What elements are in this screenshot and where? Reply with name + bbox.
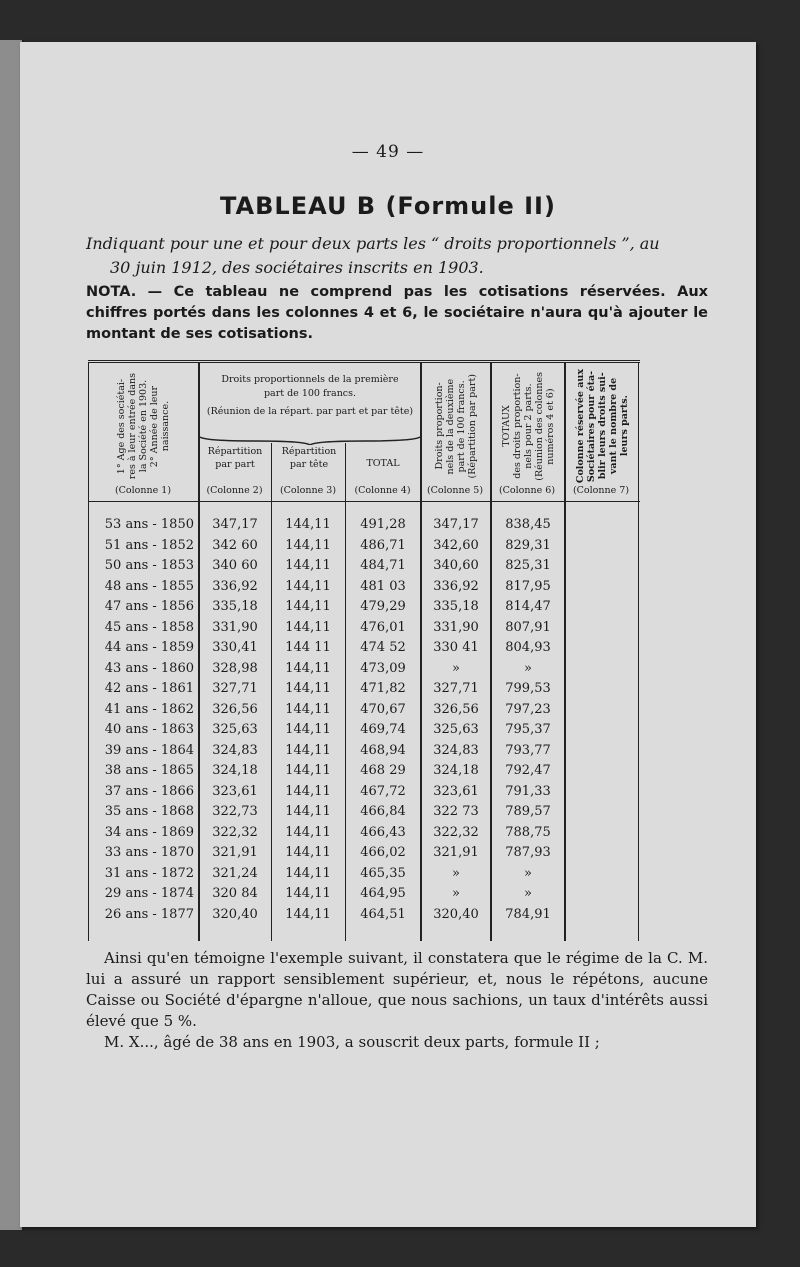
table-cell: 817,95: [505, 578, 551, 594]
page-number: — 49 —: [351, 142, 425, 162]
table-cell: 330 41: [433, 640, 479, 655]
col2-header: Répartition par part: [207, 446, 263, 470]
document-page: [20, 42, 756, 1227]
table-cell: 331,90: [212, 619, 258, 635]
table-cell: 476,01: [360, 619, 406, 635]
table-cell: 466,84: [360, 804, 406, 819]
table-cell: 35 ans - 1868: [104, 804, 194, 819]
table-cell: 825,31: [505, 558, 551, 573]
table-cell: 474 52: [360, 640, 406, 655]
table-cell: 336,92: [433, 578, 479, 594]
table-cell: 791,33: [505, 783, 551, 799]
table-cell: 331,90: [433, 619, 479, 635]
table-cell: 342 60: [212, 537, 258, 553]
table-row: [88, 782, 640, 803]
table-cell: 144,11: [285, 742, 331, 758]
col3-header: Répartition par tête: [281, 446, 337, 470]
col1-header: 1° Age des sociétai- res à leur entrée dans la Société en 1903. 2° Année de leur naissance.: [115, 372, 171, 480]
table-cell: 464,51: [360, 906, 406, 922]
col7-header-wrap: [566, 367, 638, 485]
table-cell: 829,31: [505, 537, 551, 553]
col-number: (Colonne 1): [114, 485, 172, 496]
table-cell: 144,11: [285, 824, 331, 840]
table-cell: 144,11: [285, 558, 331, 573]
col5-header-wrap: [422, 367, 490, 485]
table-row: [88, 700, 640, 721]
table-row: [88, 659, 640, 680]
paragraph: M. X..., âgé de 38 ans en 1903, a souscrit deux parts, formule II ;: [104, 1033, 600, 1051]
table-cell: »: [524, 865, 532, 881]
table-cell: 335,18: [433, 599, 479, 614]
table-row: [88, 761, 640, 782]
data-table: [88, 360, 640, 941]
header-rule: [88, 501, 640, 502]
table-cell: 466,02: [360, 845, 406, 860]
table-cell: 795,37: [505, 722, 551, 737]
col-number: (Colonne 4): [354, 485, 411, 496]
table-row: [88, 597, 640, 618]
table-cell: 336,92: [212, 578, 258, 594]
table-row: [88, 884, 640, 905]
table-row: [88, 638, 640, 659]
table-row: [88, 536, 640, 557]
table-cell: 470,67: [360, 701, 406, 717]
table-cell: 807,91: [505, 619, 551, 635]
table-cell: 38 ans - 1865: [104, 763, 194, 778]
table-cell: »: [452, 865, 460, 881]
group-header-title: Droits proportionnels de la première part de 100 francs.: [221, 374, 399, 399]
table-cell: 41 ans - 1862: [104, 701, 194, 717]
table-cell: 479,29: [360, 599, 406, 614]
table-cell: 326,56: [212, 701, 258, 717]
table-cell: 144,11: [285, 681, 331, 696]
table-row: [88, 741, 640, 762]
table-cell: 29 ans - 1874: [104, 886, 194, 901]
table-cell: »: [524, 660, 532, 676]
table-cell: 144,11: [285, 578, 331, 594]
table-cell: 144,11: [285, 619, 331, 635]
table-cell: 324,83: [212, 742, 258, 758]
nota-paragraph: NOTA. — Ce tableau ne comprend pas les cotisations réservées. Aux chiffres portés dans les colonnes 4 et 6, le sociétaire n'aura qu'à ajouter le montant de ses cotisations.: [86, 284, 708, 342]
table-cell: 324,18: [433, 763, 479, 778]
table-cell: 342,60: [433, 537, 479, 553]
table-cell: 347,17: [212, 517, 258, 532]
table-cell: 144,11: [285, 783, 331, 799]
table-cell: 484,71: [360, 558, 406, 573]
page-title: TABLEAU B (Formule II): [220, 192, 556, 220]
table-cell: »: [452, 660, 460, 676]
table-cell: 144,11: [285, 722, 331, 737]
table-cell: 320,40: [212, 906, 258, 922]
table-row: [88, 556, 640, 577]
brace-icon: [200, 435, 420, 445]
table-cell: 33 ans - 1870: [104, 845, 194, 860]
col6-header-wrap: [492, 367, 564, 485]
table-cell: 322 73: [433, 804, 479, 819]
table-cell: 321,91: [433, 845, 479, 860]
table-cell: 464,95: [360, 886, 406, 901]
table-cell: 322,32: [433, 824, 479, 840]
group-header: [198, 373, 422, 419]
table-cell: 144,11: [285, 660, 331, 676]
table-cell: 466,43: [360, 824, 406, 840]
table-cell: 347,17: [433, 517, 479, 532]
table-cell: 481 03: [360, 578, 406, 594]
table-row: [88, 618, 640, 639]
col-number: (Colonne 7): [572, 485, 630, 496]
table-cell: 53 ans - 1850: [104, 517, 194, 532]
table-cell: 144,11: [285, 906, 331, 922]
table-cell: 804,93: [505, 640, 551, 655]
table-body: [88, 515, 640, 925]
table-cell: 325,63: [212, 722, 258, 737]
table-cell: 321,91: [212, 845, 258, 860]
table-cell: 799,53: [505, 681, 551, 696]
table-cell: 51 ans - 1852: [104, 537, 194, 553]
col6-header: TOTAUX des droits proportion- nels pour 2 parts. (Réunion des colonnes numéros 4 et 6): [500, 371, 556, 481]
table-cell: 322,73: [212, 804, 258, 819]
table-cell: 144 11: [285, 640, 331, 655]
table-cell: 814,47: [505, 599, 551, 614]
table-row: [88, 823, 640, 844]
table-cell: 26 ans - 1877: [104, 906, 194, 922]
table-cell: »: [452, 886, 460, 901]
table-cell: 45 ans - 1858: [104, 619, 194, 635]
table-cell: »: [524, 886, 532, 901]
col-number: (Colonne 3): [279, 485, 337, 496]
table-row: [88, 802, 640, 823]
table-cell: 34 ans - 1869: [104, 824, 194, 840]
table-cell: 322,32: [212, 824, 258, 840]
table-cell: 44 ans - 1859: [104, 640, 194, 655]
table-cell: 325,63: [433, 722, 479, 737]
col-number: (Colonne 6): [498, 485, 556, 496]
group-header-sub: (Réunion de la répart. par part et par tête): [206, 406, 414, 417]
col-number: (Colonne 2): [206, 485, 263, 496]
table-cell: 48 ans - 1855: [104, 578, 194, 594]
table-cell: 330,41: [212, 640, 258, 655]
table-row: [88, 515, 640, 536]
table-cell: 144,11: [285, 845, 331, 860]
table-cell: 340,60: [433, 558, 479, 573]
table-cell: 465,35: [360, 865, 406, 881]
table-cell: 335,18: [212, 599, 258, 614]
subtitle: [86, 232, 706, 280]
table-row: [88, 843, 640, 864]
table-cell: 144,11: [285, 701, 331, 717]
col7-header: Colonne réservée aux Sociétaires pour éta- blir leurs droits sui- vant le nombre de leurs parts.: [574, 368, 630, 484]
table-cell: 789,57: [505, 804, 551, 819]
col5-header: Droits proportion- nels de la deuxième part de 100 francs. (Répartition par part): [434, 373, 478, 479]
table-cell: 792,47: [505, 763, 551, 778]
subtitle-line-1: Indiquant pour une et pour deux parts les “ droits proportionnels ”, au: [86, 234, 660, 253]
table-cell: 473,09: [360, 660, 406, 676]
table-cell: 491,28: [360, 517, 406, 532]
table-cell: 37 ans - 1866: [104, 783, 194, 799]
table-cell: 50 ans - 1853: [104, 558, 194, 573]
table-cell: 323,61: [212, 783, 258, 799]
table-cell: 321,24: [212, 865, 258, 881]
col1-header-wrap: [90, 367, 196, 485]
table-cell: 787,93: [505, 845, 551, 860]
body-text: [86, 948, 708, 1053]
table-cell: 324,83: [433, 742, 479, 758]
table-cell: 486,71: [360, 537, 406, 553]
table-row: [88, 577, 640, 598]
col4-header: TOTAL: [366, 458, 400, 469]
table-cell: 144,11: [285, 804, 331, 819]
table-row: [88, 905, 640, 926]
table-cell: 469,74: [360, 722, 406, 737]
table-cell: 838,45: [505, 517, 551, 532]
table-cell: 144,11: [285, 599, 331, 614]
table-cell: 43 ans - 1860: [104, 660, 194, 676]
table-cell: 788,75: [505, 824, 551, 840]
subtitle-line-2: 30 juin 1912, des sociétaires inscrits en 1903.: [110, 258, 484, 277]
table-cell: 468,94: [360, 742, 406, 758]
table-cell: 328,98: [212, 660, 258, 676]
table-cell: 467,72: [360, 783, 406, 799]
table-cell: 144,11: [285, 537, 331, 553]
table-cell: 39 ans - 1864: [104, 742, 194, 758]
table-cell: 144,11: [285, 886, 331, 901]
table-cell: 47 ans - 1856: [104, 599, 194, 614]
table-cell: 327,71: [212, 681, 258, 696]
table-cell: 468 29: [360, 763, 406, 778]
table-cell: 326,56: [433, 701, 479, 717]
col-number: (Colonne 5): [426, 485, 484, 496]
table-cell: 40 ans - 1863: [104, 722, 194, 737]
table-cell: 144,11: [285, 517, 331, 532]
table-cell: 784,91: [505, 906, 551, 922]
paragraph: Ainsi qu'en témoigne l'exemple suivant, il constatera que le régime de la C. M. lui a assuré un rapport sensiblement supérieur, et, nous le répétons, aucune Caisse ou Société d'épargne n'alloue, que nous sachions, un taux d'intérêts aussi élevé que 5 %.: [86, 949, 708, 1030]
table-cell: 31 ans - 1872: [104, 865, 194, 881]
table-row: [88, 864, 640, 885]
table-cell: 144,11: [285, 865, 331, 881]
table-row: [88, 720, 640, 741]
table-cell: 793,77: [505, 742, 551, 758]
table-cell: 144,11: [285, 763, 331, 778]
table-cell: 320 84: [212, 886, 258, 901]
table-cell: 42 ans - 1861: [104, 681, 194, 696]
table-cell: 320,40: [433, 906, 479, 922]
table-cell: 797,23: [505, 701, 551, 717]
table-cell: 327,71: [433, 681, 479, 696]
table-cell: 323,61: [433, 783, 479, 799]
table-cell: 340 60: [212, 558, 258, 573]
table-cell: 324,18: [212, 763, 258, 778]
table-row: [88, 679, 640, 700]
table-cell: 471,82: [360, 681, 406, 696]
